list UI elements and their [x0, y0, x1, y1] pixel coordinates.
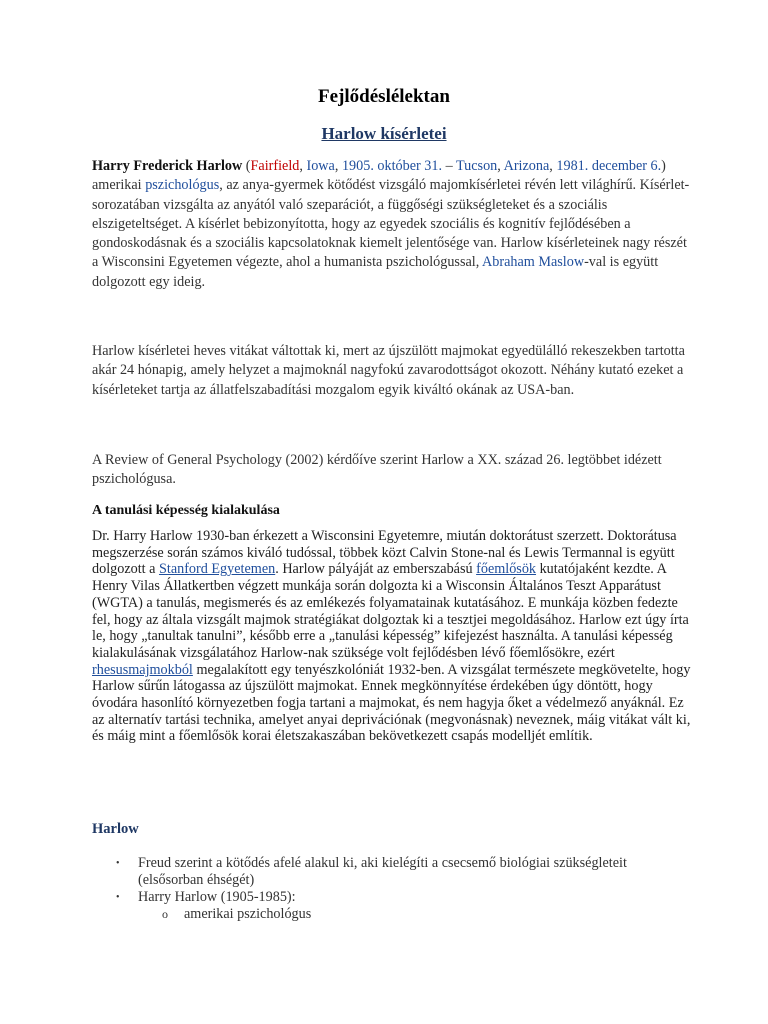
- text-fragment: (: [242, 158, 251, 174]
- bullet-icon: •: [116, 892, 120, 903]
- text-fragment: . Harlow pályáját az emberszabású: [275, 561, 477, 578]
- link-stanford[interactable]: Stanford Egyetemen: [158, 561, 276, 578]
- text-fragment: kutatójaként kezdte. A Henry Vilas Állatkertben végzett munkája során dolgozta ki a Wisconsin Általános Teszt Apparátust (WGTA) a tanulás, megismerés és az emlékezés folyamatainak kutatásához. E munkája közben fedezte fel, hogy az általa vizsgált majmok stratégiákat dolgoztak ki a tesztjei megoldásához. Harlow ezt úgy írta le, hogy „tanultak tanulni”, később erre a „tanulási képesség” kifejezést használta. A tanulási képesség kialakulásának vizsgálatához Harlow-nak szüksége volt fejlődésben lévő főemlősökre, ezért: [92, 561, 689, 661]
- list-item: Freud szerint a kötődés afelé alakul ki, aki kielégíti a csecsemő biológiai szükségleteit (elsősorban éhségét): [138, 855, 627, 888]
- text-fragment: , az anya-gyermek kötődést vizsgáló majomkísérletei révén lett világhírű. Kísérlet-sorozatában vizsgálta az anyától való szeparációt, a függőségi szükségleteket és a szociális elszigeteltséget. A kísérlet bebizonyította, hogy az egyedek szociális és kognitív fejlődésében a gondoskodásnak és a szociális kapcsolatoknak kiemelt jelentősége van. Harlow kísérleteinek nagy részét a Wisconsini Egyetemen végezte, ahol a humanista pszichológussal,: [92, 177, 690, 271]
- page-subtitle: Harlow kísérletei: [321, 124, 447, 143]
- link-tucson[interactable]: Tucson: [455, 158, 498, 174]
- link-rhesusmajmok[interactable]: rhesusmajmokból: [92, 661, 193, 678]
- link-fairfield[interactable]: Fairfield: [250, 158, 300, 174]
- link-death-date[interactable]: 1981. december 6.: [556, 158, 662, 174]
- text-fragment: ,: [299, 158, 307, 174]
- link-abraham-maslow[interactable]: Abraham Maslow: [482, 254, 585, 271]
- list-item: Harry Harlow (1905-1985):: [138, 889, 296, 905]
- text-fragment: Dr. Harry Harlow 1930-ban érkezett a Wisconsini Egyetemre, miután doktorátust szerzett. Doktorátusa megszerzése során számos kiváló tudóssal, többek közt Calvin Stone-nal és Lewis Termannal is együtt dolgozott a: [92, 528, 677, 578]
- sub-bullet-icon: o: [162, 907, 168, 921]
- text-fragment: –: [442, 158, 456, 174]
- intro-paragraph: [92, 157, 692, 292]
- link-pszichologus[interactable]: pszichológus: [145, 177, 220, 194]
- text-fragment: ,: [334, 158, 342, 174]
- page-title: Fejlődéslélektan: [318, 86, 450, 107]
- link-arizona[interactable]: Arizona: [503, 158, 550, 174]
- section-heading-learning: A tanulási képesség kialakulása: [92, 503, 280, 518]
- text-fragment: -val is együtt dolgozott egy ideig.: [92, 254, 659, 290]
- learning-paragraph: [92, 528, 692, 745]
- link-foemlosok[interactable]: főemlősök: [476, 561, 537, 578]
- text-fragment: ,: [549, 158, 557, 174]
- text-fragment: ) amerikai: [92, 158, 666, 194]
- text-fragment: ,: [497, 158, 504, 174]
- bullet-icon: •: [116, 858, 120, 869]
- section-heading-harlow: Harlow: [92, 821, 139, 837]
- link-birth-date[interactable]: 1905. október 31.: [341, 158, 443, 174]
- text-fragment: megalakított egy tenyészkolóniát 1932-ben. A vizsgálat természete megkövetelte, hogy Harlow sűrűn látogassa az újszülött majmokat. Ennek megkönnyítése érdekében úgy döntött, hogy óvodára hasonlító környezetben fogja tartani a majmokat, és nem hagyja őket a védelmező anyáknál. Ez az alternatív tartási technika, amelyet anyai deprivációnak (megvonásnak) neveznek, máig vitákat vált ki, és máig mint a főemlősök korai életszakaszában bekövetkezett csapás modelljét említik.: [92, 661, 691, 745]
- person-name: Harry Frederick Harlow: [92, 158, 243, 174]
- ranking-paragraph: A Review of General Psychology (2002) kérdőíve szerint Harlow a XX. század 26. legtöbbet idézett pszichológusa.: [92, 452, 662, 488]
- controversy-paragraph: Harlow kísérletei heves vitákat váltottak ki, mert az újszülött majmokat egyedülálló rekeszekben tartotta akár 24 hónapig, amely helyzet a majmoknál nagyfokú zavarodottságot okozott. Néhány kutató ezeket a kísérleteket tartja az állatfelszabadítási mozgalom egyik kiváltó okának az USA-ban.: [92, 343, 685, 398]
- link-iowa[interactable]: Iowa: [306, 158, 335, 174]
- sub-list-item: amerikai pszichológus: [184, 906, 312, 922]
